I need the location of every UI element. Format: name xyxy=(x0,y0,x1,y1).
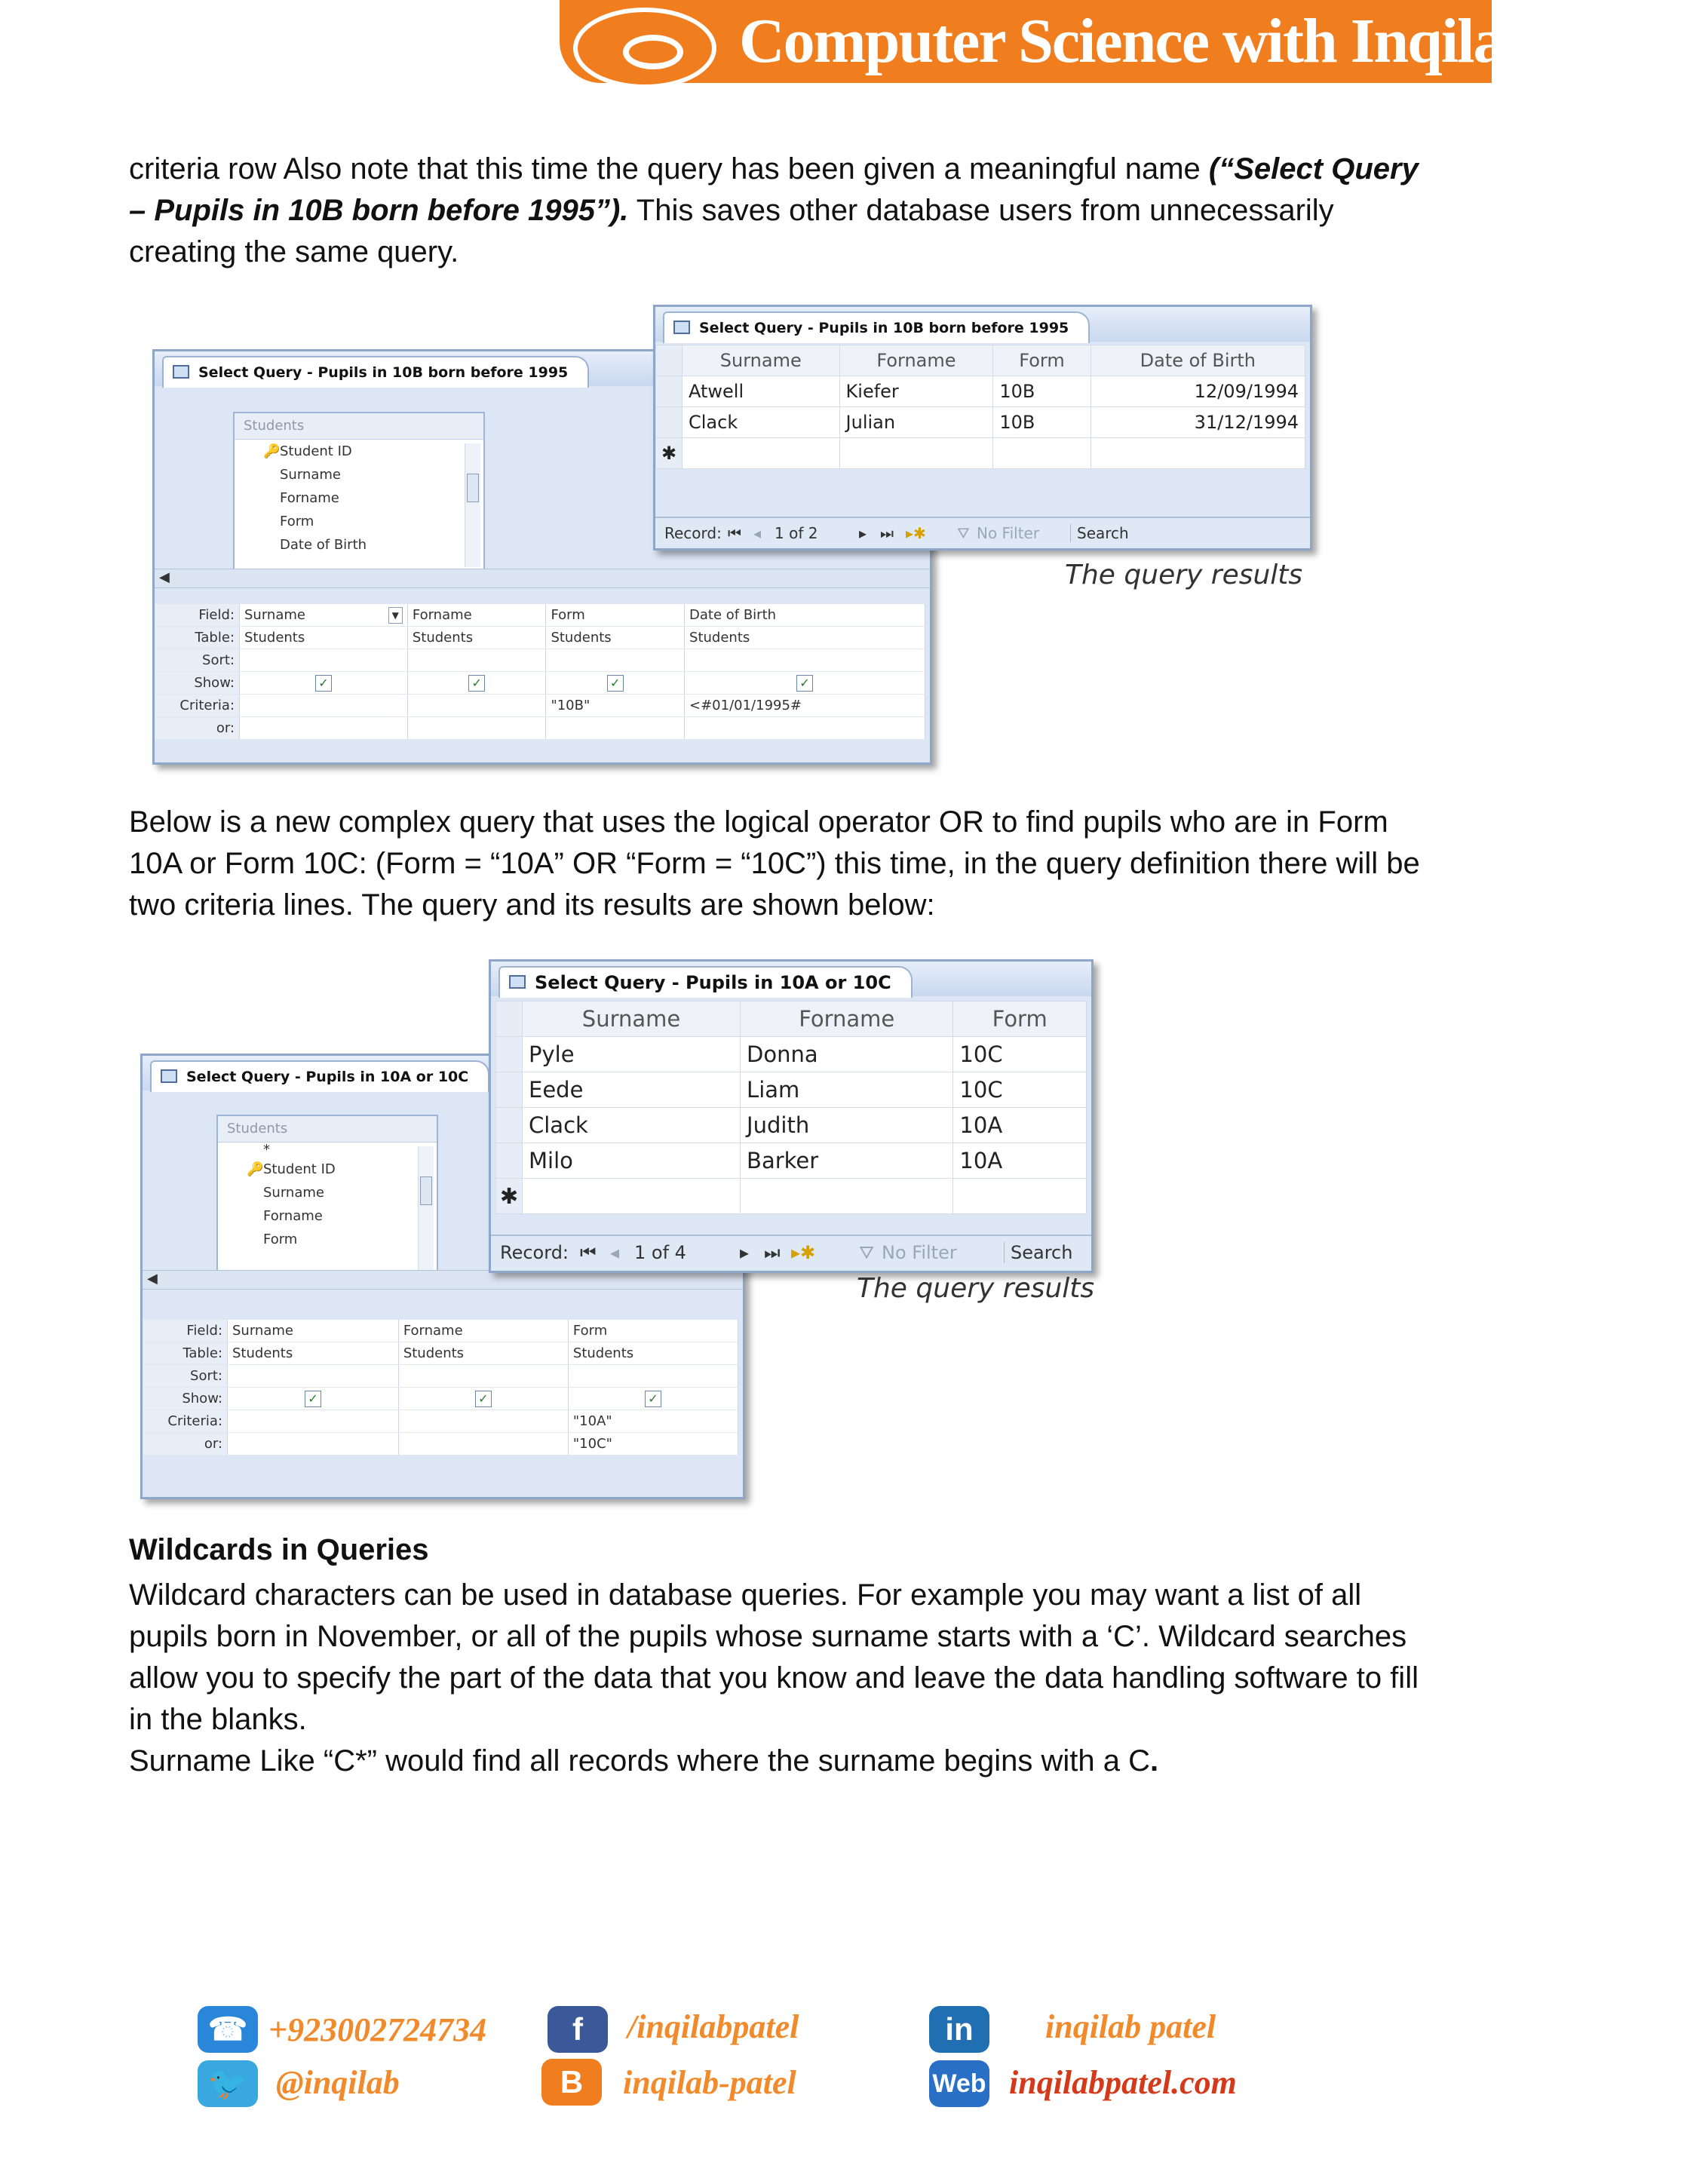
field-item[interactable]: 🔑 Student ID xyxy=(218,1158,437,1181)
record-position[interactable]: 1 of 4 xyxy=(634,1242,686,1263)
field-cell[interactable]: Form xyxy=(546,604,685,627)
table-row[interactable] xyxy=(496,1108,1087,1143)
row-label: Field: xyxy=(143,1320,228,1342)
query-tab-label: Select Query - Pupils in 10A or 10C xyxy=(535,972,891,993)
field-list-students[interactable] xyxy=(233,412,485,573)
facebook-icon: f xyxy=(548,2006,608,2053)
sort-cell[interactable] xyxy=(546,649,685,672)
field-item[interactable]: Surname xyxy=(263,1185,324,1201)
design-grid xyxy=(143,1320,738,1455)
cell[interactable]: 10C xyxy=(953,1072,1087,1108)
query-tab-label: Select Query - Pupils in 10B born before 1995 xyxy=(198,364,569,381)
next-record-icon[interactable]: ▸ xyxy=(740,1242,750,1263)
query-name-emphasis: (“Select Query – Pupils in 10B born before 1995”). xyxy=(129,152,1419,227)
table-row[interactable] xyxy=(656,407,1305,438)
search-box[interactable]: Search xyxy=(1004,1242,1072,1263)
cell[interactable]: Eede xyxy=(523,1072,741,1108)
row-label: Table: xyxy=(155,627,240,649)
record-navigation-bar xyxy=(491,1235,1091,1271)
cell[interactable]: 10B xyxy=(993,376,1091,407)
row-label: Criteria: xyxy=(143,1410,228,1433)
field-item[interactable]: Form xyxy=(263,1232,298,1247)
last-record-icon[interactable]: ⏭ xyxy=(880,524,894,542)
filter-icon: ⛛ xyxy=(859,1242,875,1263)
field-cell[interactable]: Form xyxy=(568,1320,738,1342)
query-icon xyxy=(161,1069,177,1083)
sort-cell[interactable] xyxy=(407,649,546,672)
column-header[interactable]: Forname xyxy=(839,345,993,376)
criteria-cell[interactable]: "10B" xyxy=(546,695,685,717)
show-cell xyxy=(568,1388,738,1410)
cell[interactable]: Barker xyxy=(741,1143,953,1179)
query-icon xyxy=(173,365,189,379)
row-selector[interactable] xyxy=(496,1037,523,1072)
field-item[interactable]: Form xyxy=(280,514,314,529)
table-cell[interactable]: Students xyxy=(228,1342,399,1365)
row-label: Table: xyxy=(143,1342,228,1365)
next-record-icon[interactable]: ▸ xyxy=(859,524,867,542)
show-cell xyxy=(398,1388,568,1410)
show-cell xyxy=(685,672,925,695)
row-label: Show: xyxy=(143,1388,228,1410)
dropdown-arrow-icon[interactable]: ▼ xyxy=(388,607,403,624)
record-label: Record: xyxy=(500,1242,569,1263)
table-row[interactable] xyxy=(496,1037,1087,1072)
table-cell[interactable]: Students xyxy=(240,627,408,649)
or-cell[interactable] xyxy=(407,717,546,740)
wildcards-paragraph: Wildcard characters can be used in database queries. For example you may want a list of all pupils born in November, or all of the pupils whose surname starts with a ‘C’. Wildcard searches allow you to specify the part of the data that you know and leave the data handling software to fill in the blanks. xyxy=(129,1578,1419,1736)
query-tab[interactable] xyxy=(162,356,589,388)
show-cell xyxy=(407,672,546,695)
new-record-nav-icon[interactable]: ▸✱ xyxy=(791,1242,816,1263)
show-checkbox[interactable]: ✓ xyxy=(475,1391,492,1407)
row-selector[interactable] xyxy=(656,407,683,438)
cell[interactable]: Milo xyxy=(523,1143,741,1179)
or-cell[interactable]: "10C" xyxy=(568,1433,738,1455)
query-icon xyxy=(509,975,526,989)
column-header[interactable]: Date of Birth xyxy=(1091,345,1305,376)
design-grid xyxy=(155,604,925,740)
table-row[interactable] xyxy=(656,376,1305,407)
table-cell[interactable]: Students xyxy=(398,1342,568,1365)
cell[interactable]: 10C xyxy=(953,1037,1087,1072)
section-heading: Wildcards in Queries xyxy=(129,1533,429,1566)
sort-cell[interactable] xyxy=(228,1365,399,1388)
field-item[interactable]: 🔑 Student ID xyxy=(235,440,483,463)
table-cell[interactable]: Students xyxy=(546,627,685,649)
new-record-row[interactable] xyxy=(496,1179,1087,1214)
cell[interactable]: Donna xyxy=(741,1037,953,1072)
site-logo xyxy=(573,8,716,89)
criteria-cell[interactable] xyxy=(228,1410,399,1433)
row-label: Show: xyxy=(155,672,240,695)
new-record-icon: ✱ xyxy=(656,438,683,469)
criteria-cell[interactable]: <#01/01/1995# xyxy=(685,695,925,717)
field-item[interactable]: Surname xyxy=(280,467,341,483)
search-box[interactable]: Search xyxy=(1070,524,1129,542)
query-tab[interactable] xyxy=(663,311,1090,343)
show-checkbox[interactable]: ✓ xyxy=(645,1391,661,1407)
row-label: Criteria: xyxy=(155,695,240,717)
first-record-icon[interactable]: ⏮ xyxy=(728,524,741,542)
filter-icon: ⛛ xyxy=(957,524,970,542)
show-checkbox[interactable]: ✓ xyxy=(305,1391,321,1407)
query-tab-label: Select Query - Pupils in 10A or 10C xyxy=(186,1069,469,1085)
cell[interactable] xyxy=(993,438,1091,469)
table-cell[interactable]: Students xyxy=(407,627,546,649)
cell[interactable]: Pyle xyxy=(523,1037,741,1072)
field-item[interactable]: * xyxy=(263,1142,270,1158)
field-cell[interactable]: Forname xyxy=(407,604,546,627)
twitter-handle[interactable]: @inqilab xyxy=(276,2064,400,2101)
show-cell xyxy=(228,1388,399,1410)
row-label: Sort: xyxy=(143,1365,228,1388)
no-filter-button[interactable]: No Filter xyxy=(977,524,1040,542)
record-navigation-bar xyxy=(655,517,1310,548)
cell[interactable] xyxy=(683,438,840,469)
banner-title: Computer Science with Inqilab Patel xyxy=(739,6,1681,76)
row-selector[interactable] xyxy=(656,376,683,407)
results-datasheet xyxy=(495,1001,1087,1214)
row-label: or: xyxy=(143,1433,228,1455)
field-item[interactable]: Forname xyxy=(280,490,339,506)
cell[interactable] xyxy=(953,1179,1087,1214)
field-item[interactable]: Date of Birth xyxy=(280,537,367,553)
field-list-students[interactable] xyxy=(216,1115,438,1276)
cell[interactable]: 12/09/1994 xyxy=(1091,376,1305,407)
cell[interactable]: Atwell xyxy=(683,376,840,407)
field-cell[interactable]: Date of Birth xyxy=(685,604,925,627)
field-list-title: Students xyxy=(235,413,483,440)
header-banner xyxy=(560,0,1681,83)
show-checkbox[interactable]: ✓ xyxy=(315,675,332,692)
show-cell xyxy=(546,672,685,695)
phone-icon: ☎ xyxy=(198,2006,258,2053)
table-cell[interactable]: Students xyxy=(685,627,925,649)
record-label: Record: xyxy=(664,524,722,542)
criteria-cell[interactable]: "10A" xyxy=(568,1410,738,1433)
or-query-paragraph: Below is a new complex query that uses the logical operator OR to find pupils who are in Form 10A or Form 10C: (Form = “10A” OR “Form = “10C”) this time, in the query definition there will be two criteria lines. The query and its results are shown below: xyxy=(129,805,1420,922)
cell[interactable] xyxy=(1091,438,1305,469)
cell[interactable]: Clack xyxy=(683,407,840,438)
primary-key-icon: 🔑 xyxy=(263,443,281,459)
phone-number: +923002724734 xyxy=(268,2011,487,2048)
results-datasheet xyxy=(655,345,1305,469)
new-record-nav-icon[interactable]: ▸✱ xyxy=(906,524,926,542)
new-record-icon: ✱ xyxy=(496,1179,523,1214)
previous-record-icon[interactable]: ◂ xyxy=(753,524,762,542)
show-checkbox[interactable]: ✓ xyxy=(796,675,813,692)
table-row[interactable] xyxy=(496,1072,1087,1108)
scroll-left-icon[interactable]: ◀ xyxy=(159,569,170,585)
show-checkbox[interactable]: ✓ xyxy=(607,675,624,692)
website-link[interactable]: inqilabpatel.com xyxy=(1009,2064,1237,2101)
window-titlebar xyxy=(491,962,1091,996)
or-cell[interactable] xyxy=(228,1433,399,1455)
column-header[interactable]: Form xyxy=(953,1002,1087,1037)
table-row[interactable] xyxy=(496,1143,1087,1179)
criteria-cell[interactable] xyxy=(407,695,546,717)
query-results-window-2 xyxy=(489,959,1094,1273)
blogger-handle[interactable]: inqilab-patel xyxy=(623,2064,796,2101)
query-tab[interactable] xyxy=(498,966,913,998)
twitter-icon: 🐦 xyxy=(198,2060,258,2107)
blogger-icon: B xyxy=(541,2059,602,2106)
header-row xyxy=(656,345,1305,376)
window-titlebar xyxy=(655,307,1310,342)
query-results-window-1 xyxy=(653,305,1312,551)
query-tab-label: Select Query - Pupils in 10B born before 1995 xyxy=(699,320,1069,336)
row-label: or: xyxy=(155,717,240,740)
first-record-icon[interactable]: ⏮ xyxy=(580,1242,597,1263)
pane-splitter[interactable] xyxy=(155,569,930,588)
cell[interactable]: 31/12/1994 xyxy=(1091,407,1305,438)
or-cell[interactable] xyxy=(685,717,925,740)
row-selector[interactable] xyxy=(496,1143,523,1179)
show-cell xyxy=(240,672,408,695)
query-tab[interactable] xyxy=(150,1060,489,1092)
linkedin-handle[interactable]: inqilab patel xyxy=(1045,2008,1216,2045)
field-list-scrollbar[interactable] xyxy=(418,1146,434,1270)
field-item[interactable]: Forname xyxy=(263,1208,323,1224)
field-cell[interactable]: Forname xyxy=(398,1320,568,1342)
or-cell[interactable] xyxy=(546,717,685,740)
scroll-thumb[interactable] xyxy=(420,1176,432,1205)
show-checkbox[interactable]: ✓ xyxy=(468,675,485,692)
logo-ring-icon xyxy=(623,35,683,69)
sort-cell[interactable] xyxy=(240,649,408,672)
sort-cell[interactable] xyxy=(398,1365,568,1388)
field-list-title: Students xyxy=(218,1116,437,1143)
cell[interactable]: 10B xyxy=(993,407,1091,438)
contact-footer xyxy=(0,1998,1544,2134)
row-label: Sort: xyxy=(155,649,240,672)
column-header[interactable]: Form xyxy=(993,345,1091,376)
record-position[interactable]: 1 of 2 xyxy=(775,524,818,542)
last-record-icon[interactable]: ⏭ xyxy=(764,1242,781,1263)
figure-caption: The query results xyxy=(1065,560,1303,590)
web-icon: Web xyxy=(929,2060,989,2107)
row-label: Field: xyxy=(155,604,240,627)
cell[interactable]: Clack xyxy=(523,1108,741,1143)
cell[interactable]: Liam xyxy=(741,1072,953,1108)
cell[interactable] xyxy=(523,1179,741,1214)
intro-paragraph xyxy=(129,149,1426,273)
wildcards-example: Surname Like “C*” would find all records where the surname begins with a C. xyxy=(129,1744,1159,1778)
field-list-scrollbar[interactable] xyxy=(465,443,480,567)
figure-caption: The query results xyxy=(857,1273,1095,1304)
primary-key-icon: 🔑 xyxy=(247,1161,264,1177)
no-filter-button[interactable]: No Filter xyxy=(882,1242,957,1263)
query-icon xyxy=(673,321,690,334)
new-record-row[interactable] xyxy=(656,438,1305,469)
intro-text-2: This saves other database users from unnecessarily creating the same query. xyxy=(129,194,1334,268)
cell[interactable] xyxy=(839,438,993,469)
or-cell[interactable] xyxy=(240,717,408,740)
cell[interactable]: 10A xyxy=(953,1143,1087,1179)
column-header[interactable]: Surname xyxy=(523,1002,741,1037)
sort-cell[interactable] xyxy=(568,1365,738,1388)
intro-text-1: criteria row Also note that this time the query has been given a meaningful name xyxy=(129,152,1209,186)
cell[interactable] xyxy=(741,1179,953,1214)
cell[interactable]: Julian xyxy=(839,407,993,438)
row-selector-header[interactable] xyxy=(656,345,683,376)
column-header[interactable]: Forname xyxy=(741,1002,953,1037)
scroll-thumb[interactable] xyxy=(467,474,479,502)
sort-cell[interactable] xyxy=(685,649,925,672)
previous-record-icon[interactable]: ◂ xyxy=(610,1242,620,1263)
row-selector[interactable] xyxy=(496,1072,523,1108)
field-cell[interactable]: Surname ▼ xyxy=(240,604,408,627)
facebook-handle[interactable]: /inqilabpatel xyxy=(627,2008,799,2045)
linkedin-icon: in xyxy=(929,2006,989,2053)
criteria-cell[interactable] xyxy=(398,1410,568,1433)
scroll-left-icon[interactable]: ◀ xyxy=(147,1271,158,1287)
column-header[interactable]: Surname xyxy=(683,345,840,376)
field-cell[interactable]: Surname xyxy=(228,1320,399,1342)
cell[interactable]: Kiefer xyxy=(839,376,993,407)
cell[interactable]: 10A xyxy=(953,1108,1087,1143)
header-row xyxy=(496,1002,1087,1037)
or-cell[interactable] xyxy=(398,1433,568,1455)
table-cell[interactable]: Students xyxy=(568,1342,738,1365)
criteria-cell[interactable] xyxy=(240,695,408,717)
row-selector-header[interactable] xyxy=(496,1002,523,1037)
cell[interactable]: Judith xyxy=(741,1108,953,1143)
row-selector[interactable] xyxy=(496,1108,523,1143)
